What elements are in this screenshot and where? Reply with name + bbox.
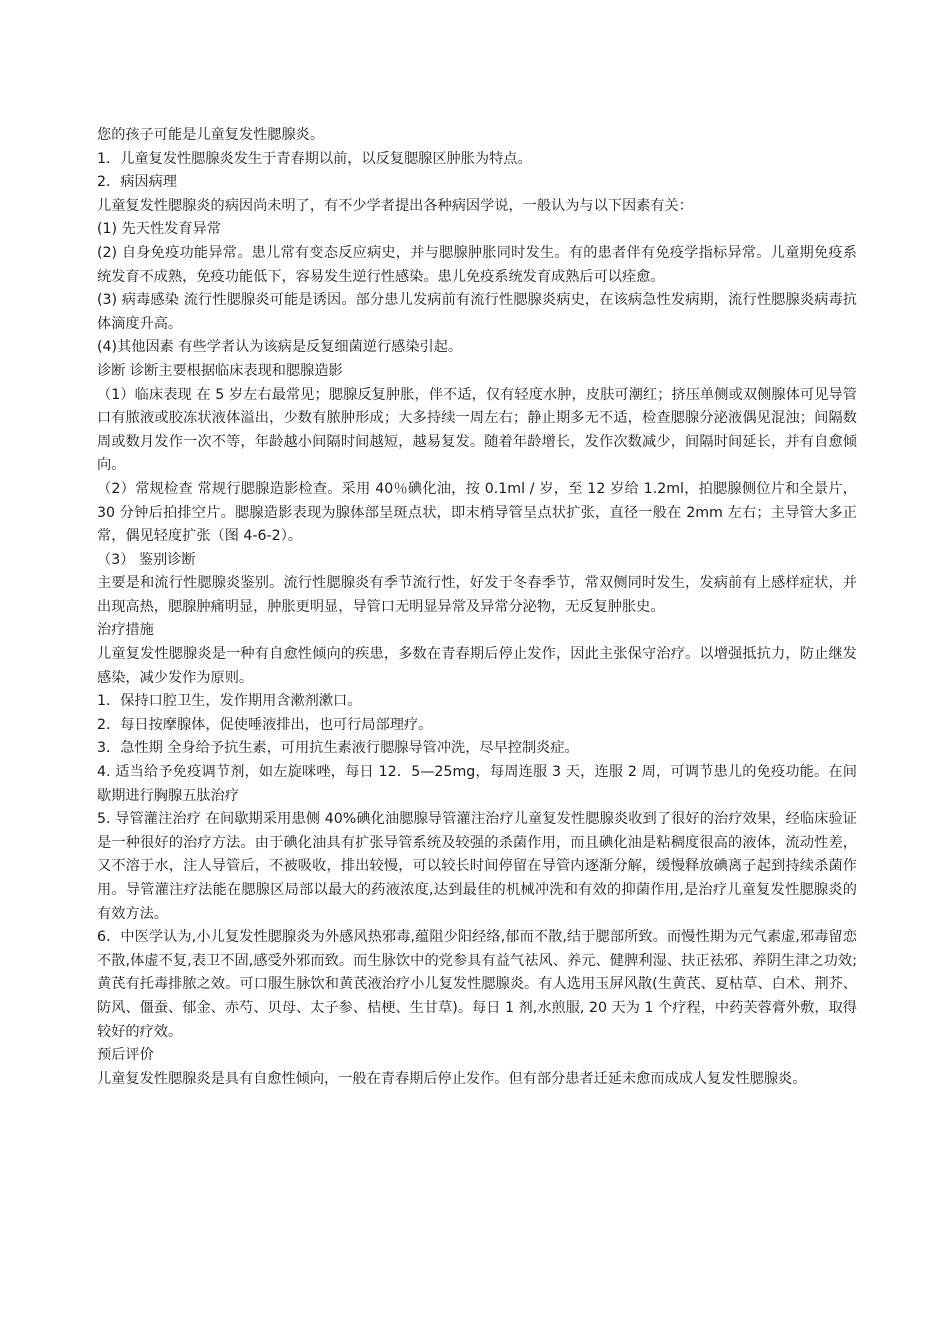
- paragraph-treatment-1: 1．保持口腔卫生，发作期用含漱剂漱口。: [97, 693, 362, 710]
- paragraph-item-1: 1．儿童复发性腮腺炎发生于青春期以前，以反复腮腺区肿胀为特点。: [97, 150, 532, 167]
- paragraph-treatment-3: 3．急性期 全身给予抗生素，可用抗生素液行腮腺导管冲洗，尽早控制炎症。: [97, 740, 579, 757]
- paragraph-treatment-2: 2．每日按摩腺体，促使唾液排出，也可行局部理疗。: [97, 716, 433, 733]
- paragraph-treatment-5: 5. 导管灌注治疗 在间歇期采用患侧 40%碘化油腮腺导管灌注治疗儿童复发性腮腺炎收到了很好的治疗效果，经临床验证是一种很好的治疗方法。由于碘化油具有扩张导管系统及较强的杀菌作用，而且碘化油是粘稠度很高的液体，流动性差，又不溶于水，注人导管后，不被吸收，排出较慢，可以较长时间停留在导管内逐渐分解，缓慢释放碘离子起到持续杀菌作用。导管灌注疗法能在腮腺区局部以最大的药液浓度,达到最佳的机械冲洗和有效的抑菌作用,是治疗儿童复发性腮腺炎的有效方法。: [97, 811, 857, 922]
- paragraph-exam: （2）常规检查 常规行腮腺造影检查。采用 40％碘化油，按 0.1ml / 岁，至 12 岁给 1.2ml，拍腮腺侧位片和全景片，30 分钟后拍排空片。腮腺造影表现为腺体部呈斑点状，即末梢导管呈点状扩张，直径一般在 2mm 左右；主导管大多正常，偶见轻度扩张（图 4-6-2）。: [97, 480, 857, 545]
- paragraph-intro: 您的孩子可能是儿童复发性腮腺炎。: [97, 127, 325, 143]
- paragraph-cause-4: (4)其他因素 有些学者认为该病是反复细菌逆行感染引起。: [97, 339, 463, 356]
- paragraph-treatment-4: 4. 适当给予免疫调节剂，如左旋咪唑，每日 12．5—25mg，每周连服 3 天，连服 2 周，可调节患儿的免疫功能。在间歇期进行胸腺五肽治疗: [97, 764, 857, 804]
- heading-diagnosis: 诊断 诊断主要根据临床表现和腮腺造影: [97, 362, 343, 379]
- heading-etiology: 2．病因病理: [97, 174, 177, 191]
- paragraph-treatment: 儿童复发性腮腺炎是一种有自愈性倾向的疾患，多数在青春期后停止发作，因此主张保守治疗。以增强抵抗力，防止继发感染，减少发作为原则。: [97, 646, 857, 686]
- document-body: [97, 124, 857, 1091]
- paragraph-cause-2: (2) 自身免疫功能异常。患儿常有变态反应病史，并与腮腺肿胀同时发生。有的患者伴有免疫学指标异常。儿童期免疫系统发育不成熟，免疫功能低下，容易发生逆行性感染。患儿免疫系统发育成熟后可以痊愈。: [97, 244, 857, 285]
- heading-prognosis: 预后评价: [97, 1047, 154, 1064]
- paragraph-cause-3: (3) 病毒感染 流行性腮腺炎可能是诱因。部分患儿发病前有流行性腮腺炎病史，在该病急性发病期，流行性腮腺炎病毒抗体滴度升高。: [97, 292, 857, 332]
- paragraph-differential: 主要是和流行性腮腺炎鉴别。流行性腮腺炎有季节流行性，好发于冬春季节，常双侧同时发生，发病前有上感样症状，并出现高热，腮腺肿痛明显，肿胀更明显，导管口无明显异常及异常分泌物，无反复肿胀史。: [97, 575, 857, 615]
- paragraph-prognosis: 儿童复发性腮腺炎是具有自愈性倾向，一般在青春期后停止发作。但有部分患者迁延未愈而成成人复发性腮腺炎。: [97, 1070, 807, 1087]
- paragraph-etiology: 儿童复发性腮腺炎的病因尚未明了，有不少学者提出各种病因学说，一般认为与以下因素有关：: [97, 197, 693, 214]
- paragraph-treatment-6: 6．中医学认为,小儿复发性腮腺炎为外感风热邪毒,蕴阻少阳经络,郁而不散,结于腮部所致。而慢性期为元气素虚,邪毒留恋不散,体虚不复,表卫不固,感受外邪而致。而生脉饮中的党参具有益气祛风、养元、健脾利湿、扶正祛邪、养阴生津之功效;黄芪有托毒排脓之效。可口服生脉饮和黄芪液治疗小儿复发性腮腺炎。有人选用玉屏风散(生黄芪、夏枯草、白术、荆芥、防风、僵蚕、郁金、赤芍、贝母、太子参、桔梗、生甘草)。每日 1 剂,水煎服, 20 天为 1 个疗程，中药芙蓉膏外敷，取得较好的疗效。: [97, 929, 857, 1040]
- heading-differential: （3） 鉴别诊断: [97, 551, 196, 568]
- paragraph-cause-1: (1) 先天性发育异常: [97, 221, 221, 238]
- heading-treatment: 治疗措施: [97, 622, 154, 639]
- paragraph-clinical: （1）临床表现 在 5 岁左右最常见；腮腺反复肿胀，伴不适，仅有轻度水肿，皮肤可潮红；挤压单侧或双侧腺体可见导管口有脓液或胶冻状液体溢出，少数有脓肿形成；大多持续一周左右；静止期多无不适，检查腮腺分泌液偶见混浊；间隔数周或数月发作一次不等，年龄越小间隔时间越短，越易复发。随着年龄增长，发作次数减少，间隔时间延长，并有自愈倾向。: [97, 386, 857, 474]
